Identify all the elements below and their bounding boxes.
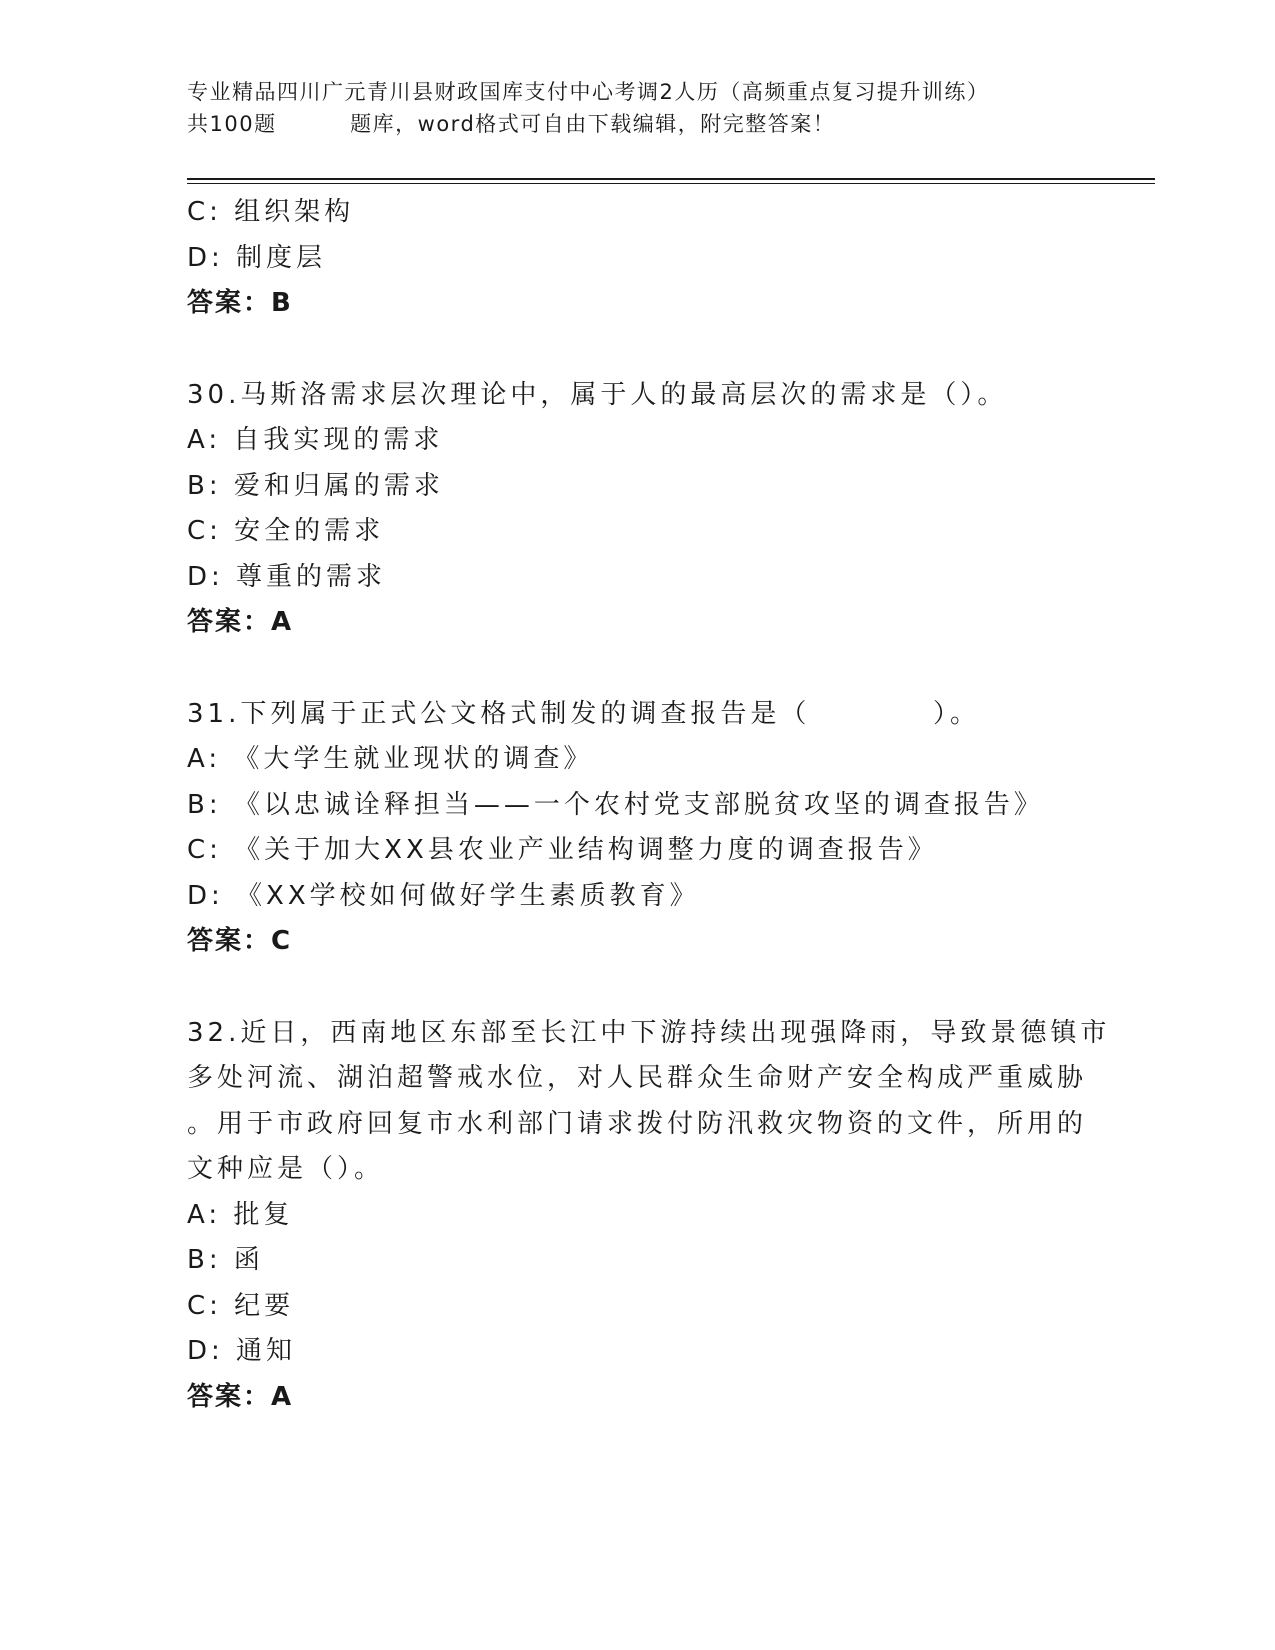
question-29-tail [187, 190, 1087, 327]
header-title-line-1: 专业精品四川广元青川县财政国库支付中心考调2人历（高频重点复习提升训练） [187, 80, 990, 104]
header-rule-thick [187, 178, 1155, 180]
question-stem-line: 多处河流、湖泊超警戒水位，对人民群众生命财产安全构成严重威胁 [187, 1063, 1088, 1093]
question-31 [187, 692, 1087, 965]
question-30 [187, 373, 1087, 646]
answer-line: 答案：A [187, 607, 294, 637]
header-rule-thin [187, 183, 1155, 184]
option-a: A: 自我实现的需求 [187, 425, 444, 455]
header-title-line-2: 共100题 题库，word格式可自由下载编辑，附完整答案！ [187, 112, 836, 136]
question-stem-line: 32.近日，西南地区东部至长江中下游持续出现强降雨，导致景德镇市 [187, 1017, 1111, 1048]
question-stem-line: 文种应是（）。 [187, 1154, 385, 1184]
option-c: C: 组织架构 [187, 197, 355, 227]
answer-line: 答案：A [187, 1381, 294, 1412]
question-content [187, 190, 1111, 1420]
option-b: B: 《以忠诚诠释担当——一个农村党支部脱贫攻坚的调查报告》 [187, 789, 1044, 820]
option-c: C: 纪要 [187, 1290, 295, 1321]
option-d: D: 制度层 [187, 242, 327, 273]
question-stem: 30.马斯洛需求层次理论中，属于人的最高层次的需求是（）。 [187, 379, 1008, 410]
answer-line: 答案：B [187, 288, 293, 318]
option-c: C: 安全的需求 [187, 516, 385, 546]
option-d: D: 通知 [187, 1336, 297, 1366]
spacer [187, 327, 1087, 373]
question-32 [187, 1011, 1111, 1421]
option-a: A: 批复 [187, 1199, 294, 1230]
question-stem-line: 。用于市政府回复市水利部门请求拨付防汛救灾物资的文件，所用的 [187, 1108, 1088, 1139]
option-d: D: 尊重的需求 [187, 561, 387, 592]
option-a: A: 《大学生就业现状的调查》 [187, 744, 594, 774]
option-c: C: 《关于加大XX县农业产业结构调整力度的调查报告》 [187, 835, 938, 865]
option-b: B: 函 [187, 1245, 264, 1275]
spacer [187, 646, 1087, 692]
answer-line: 答案：C [187, 926, 293, 956]
document-header [187, 76, 1127, 140]
question-stem: 31.下列属于正式公文格式制发的调查报告是（ ）。 [187, 698, 980, 729]
option-b: B: 爱和归属的需求 [187, 470, 444, 501]
spacer [187, 965, 1087, 1011]
option-d: D: 《XX学校如何做好学生素质教育》 [187, 880, 700, 911]
